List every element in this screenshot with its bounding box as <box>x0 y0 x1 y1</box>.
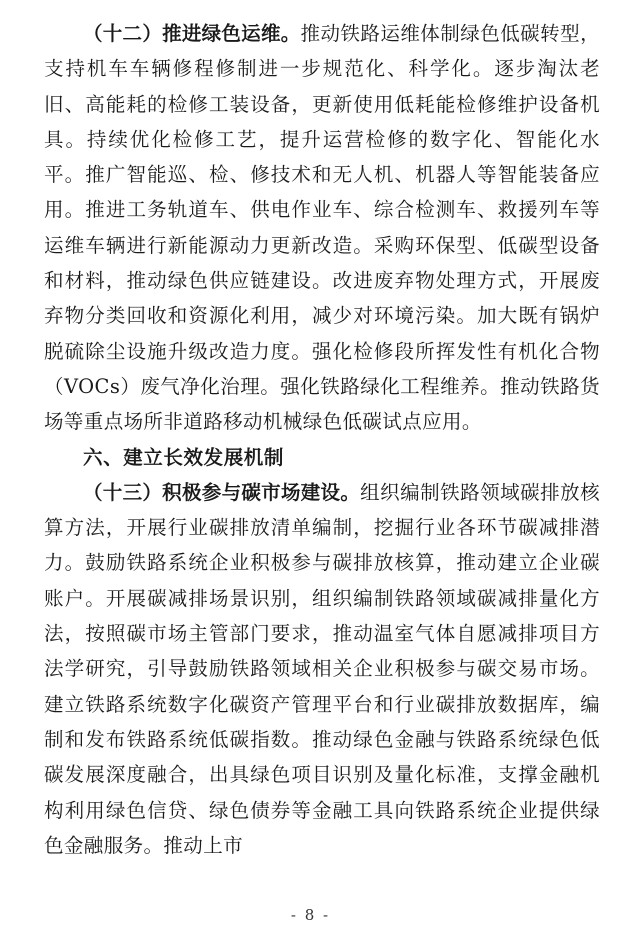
paragraph-carbon-market <box>44 475 600 863</box>
paragraph-heading-12: （十二）推进绿色运维。 <box>83 22 301 45</box>
paragraph-body-13: 组织编制铁路领域碳排放核算方法，开展行业碳排放清单编制，挖掘行业各环节碳减排潜力。鼓励铁路系统企业积极参与碳排放核算，推动建立企业碳账户。开展碳减排场景识别，组织编制铁路领域碳减排量化方法，按照碳市场主管部门要求，推动温室气体自愿减排项目方法学研究，引导鼓励铁路领域相关企业积极参与碳交易市场。建立铁路系统数字化碳资产管理平台和行业碳排放数据库，编制和发布铁路系统低碳指数。推动绿色金融与铁路系统绿色低碳发展深度融合，出具绿色项目识别及量化标准，支撑金融机构利用绿色信贷、绿色债券等金融工具向铁路系统企业提供绿色金融服务。推动上市 <box>44 480 600 857</box>
section-heading-6: 六、建立长效发展机制 <box>83 445 285 469</box>
paragraph-green-maintenance <box>44 16 600 440</box>
paragraph-body-12: 推动铁路运维体制绿色低碳转型，支持机车车辆修程修制进一步规范化、科学化。逐步淘汰老旧、高能耗的检修工装设备，更新使用低耗能检修维护设备机具。持续优化检修工艺，提升运营检修的数字化、智能化水平。推广智能巡、检、修技术和无人机、机器人等智能装备应用。推进工务轨道车、供电作业车、综合检测车、救援列车等运维车辆进行新能源动力更新改造。采购环保型、低碳型设备和材料，推动绿色供应链建设。改进废弃物处理方式，开展废弃物分类回收和资源化利用，减少对环境污染。加大既有锅炉脱硫除尘设施升级改造力度。强化检修段所挥发性有机化合物（VOCs）废气净化治理。强化铁路绿化工程维养。推动铁路货场等重点场所非道路移动机械绿色低碳试点应用。 <box>44 22 600 434</box>
paragraph-heading-13: （十三）积极参与碳市场建设。 <box>83 480 361 504</box>
page-number: - 8 - <box>290 906 331 924</box>
document-body <box>44 16 600 863</box>
